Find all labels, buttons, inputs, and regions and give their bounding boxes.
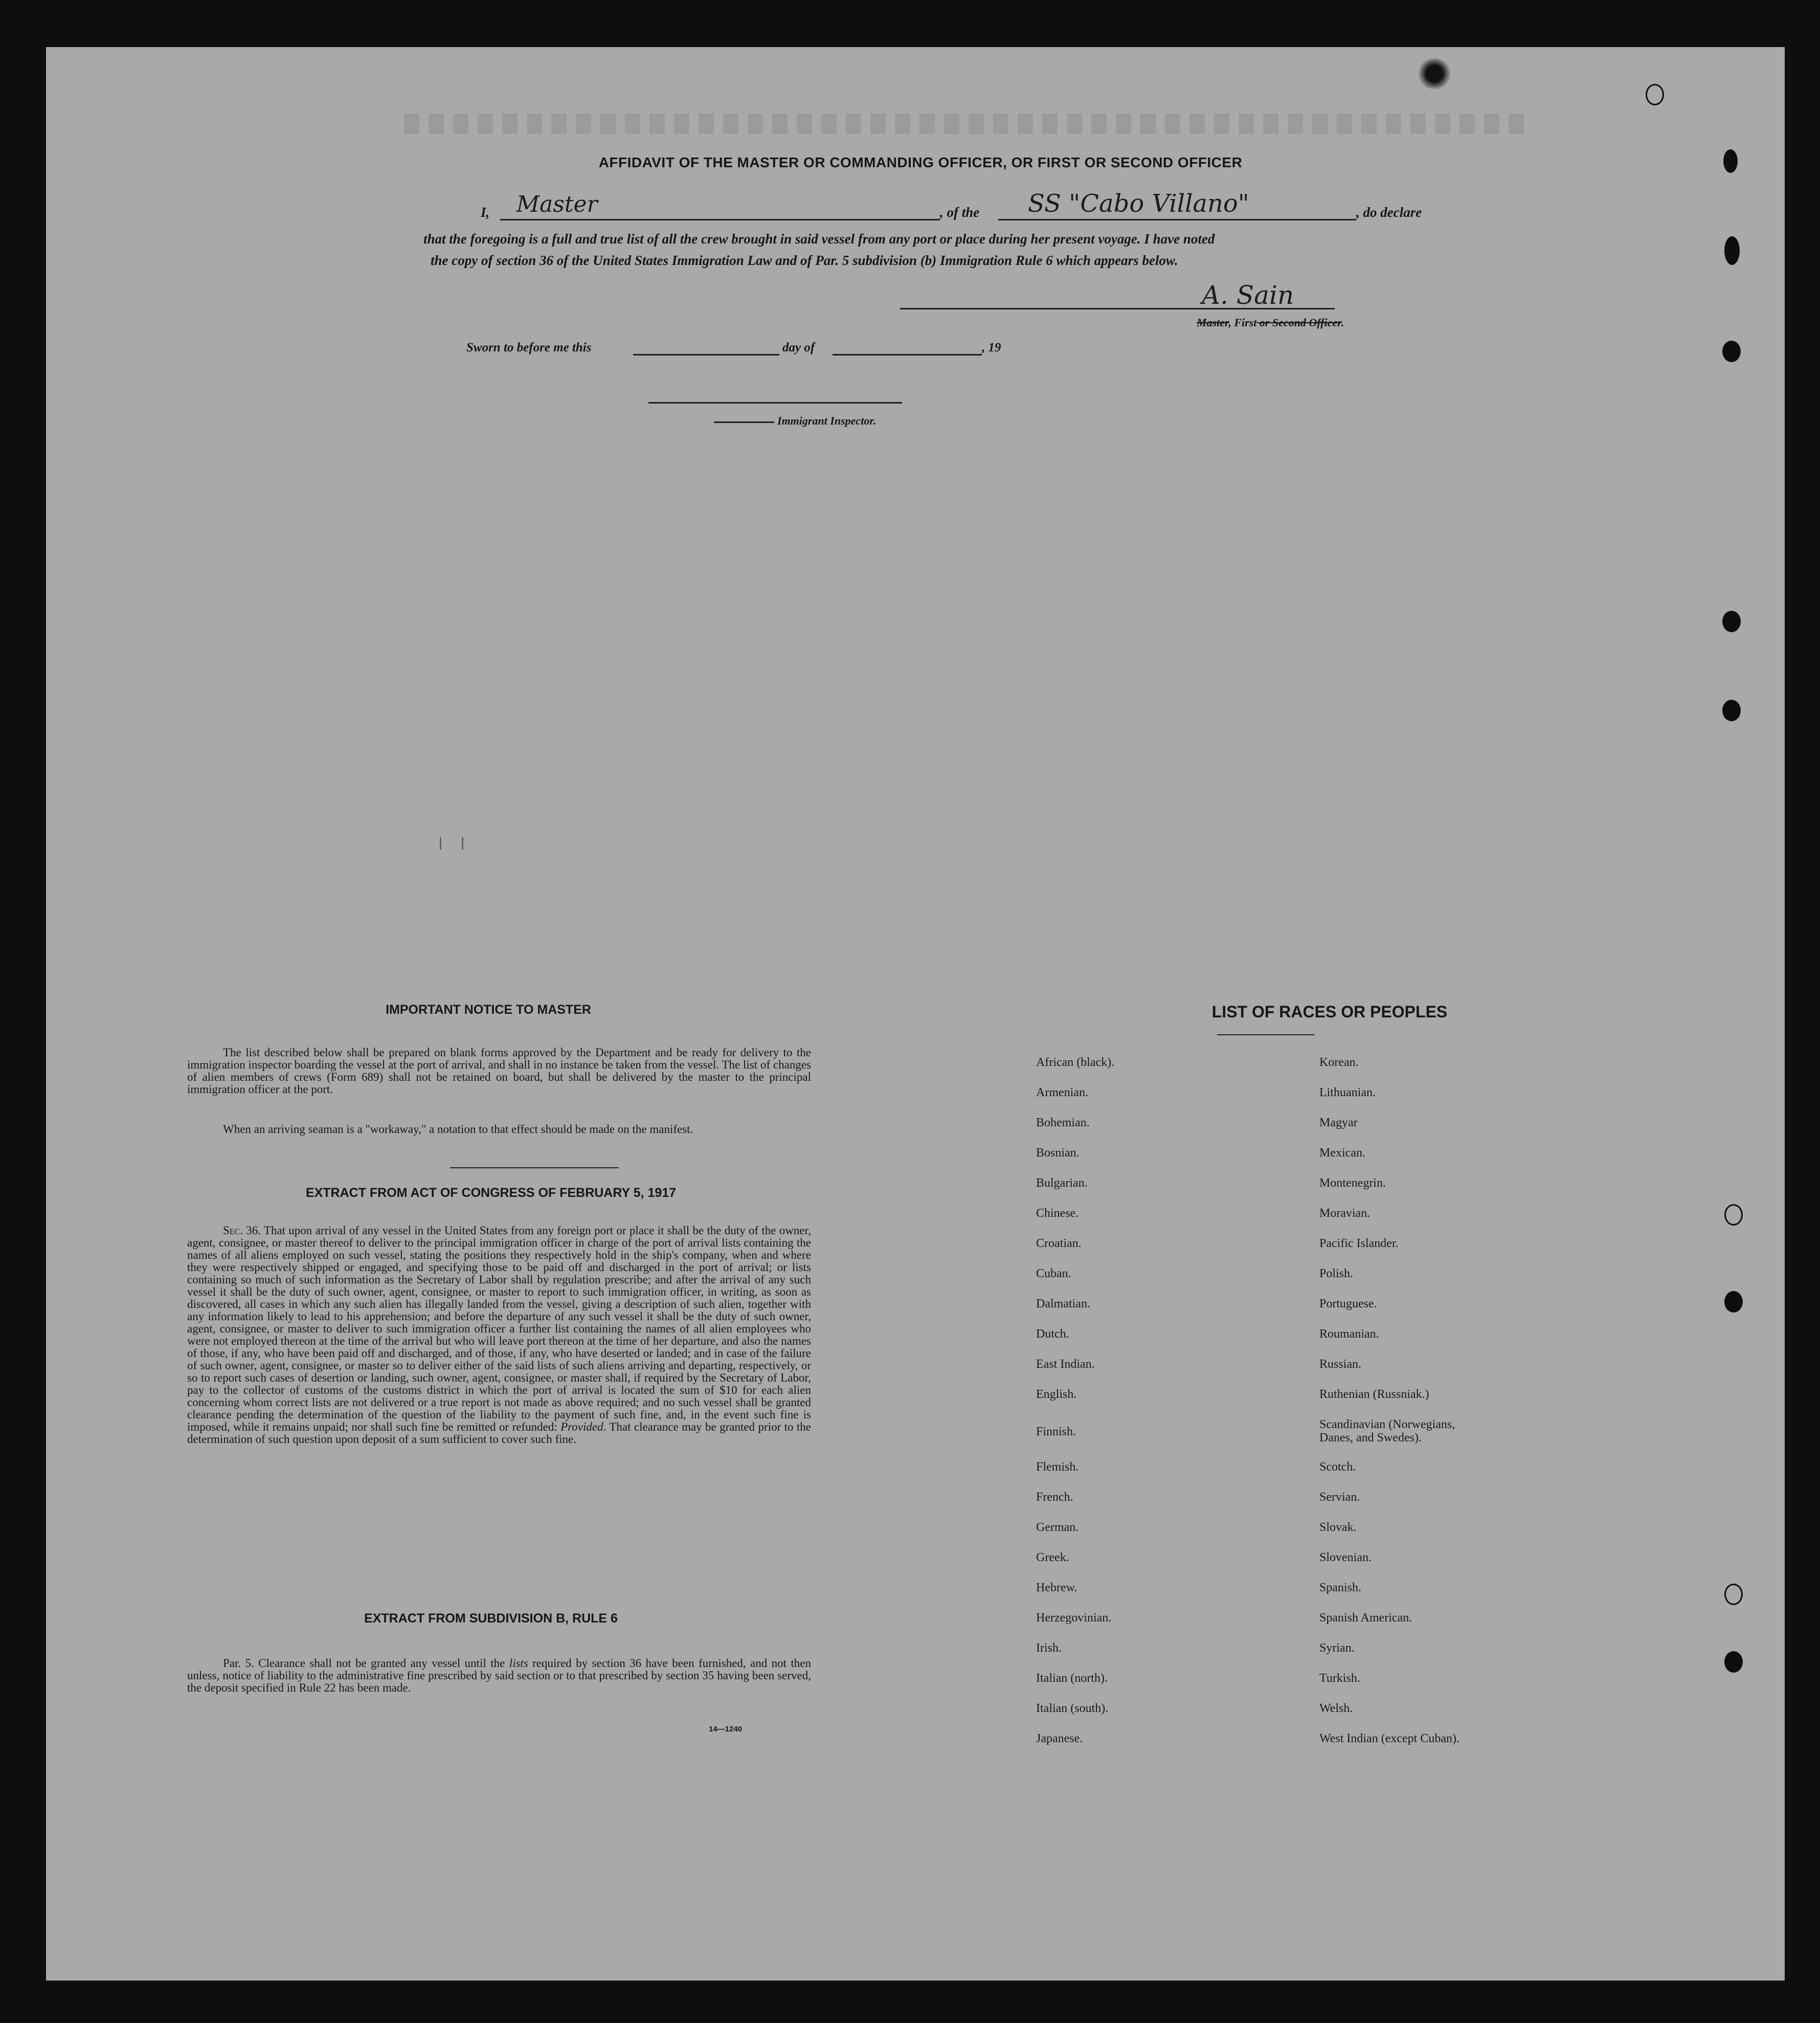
form-number: 14—1240 xyxy=(709,1725,743,1733)
inspector-line xyxy=(648,402,902,404)
master-name-line xyxy=(500,219,940,220)
affidavit-line1-prefix: I, xyxy=(481,205,490,220)
race-item: Finnish. xyxy=(1036,1425,1076,1438)
extract1-heading: EXTRACT FROM ACT OF CONGRESS OF FEBRUARY 5, 1917 xyxy=(305,1186,677,1200)
handwritten-master: Master xyxy=(516,191,598,217)
extract1-body: 36. That upon arrival of any vessel in the United States from any foreign port or place it shall be the duty of the owner, agent, consignee, or master thereof to deliver to the principal immigration officer in charge of the port of arrival lists containing the names of all aliens employed on such vessel, stating the positions they respectively hold in the ship's company, when and where they were respectively shipped or engaged, and specifying those to be paid off and discharged in the port of arrival; or lists containing so much of such information as the Secretary of Labor shall by regulation prescribe; and after the arrival of any such vessel it shall be the duty of such owner, agent, consignee, or master to report to such immigration officer, in writing, as soon as discovered, all cases in which any such alien has illegally landed from the vessel, giving a description of such alien, together with any information likely to lead to his apprehension; and before the departure of any such vessel it shall be the duty of such owner, agent, consignee, or master to deliver to such immigration officer a further list containing the names of all alien employees who were not employed thereon at the time of the arrival but who will leave port thereon at the time of her departure, and also the names of those, if any, who have been paid off and discharged, and of those, if any, who have deserted or landed; and in case of the failure of such owner, agent, consignee, or master so to deliver either of the said lists of such aliens arriving and departing, respectively, or so to report such cases of desertion or landing, such owner, agent, consignee, or master shall, if required by the Secretary of Labor, pay to the collector of customs of the customs district in which the port of arrival is located the sum of $10 for each alien concerning whom correct lists are not delivered or a true report is not made as above required; and no such vessel shall be granted clearance pending the determination of the question of the liability to the payment of such fine, and, in the event such fine is imposed, while it remains unpaid; nor shall such fine be remitted or refunded: xyxy=(187,1224,812,1433)
race-item: French. xyxy=(1036,1491,1073,1504)
race-item: Bosnian. xyxy=(1036,1146,1080,1160)
race-item: Greek. xyxy=(1036,1551,1069,1564)
race-item: West Indian (except Cuban). xyxy=(1319,1732,1459,1745)
signature-caption-first: , First xyxy=(1228,316,1257,329)
race-item: Welsh. xyxy=(1319,1702,1353,1715)
race-item: Armenian. xyxy=(1036,1086,1088,1099)
race-item: Slovenian. xyxy=(1319,1551,1372,1564)
inspector-caption: Immigrant Inspector. xyxy=(777,414,877,427)
race-item: Syrian. xyxy=(1319,1641,1355,1655)
race-item: Roumanian. xyxy=(1319,1327,1379,1341)
races-divider xyxy=(1217,1034,1314,1035)
race-item: Scotch. xyxy=(1319,1460,1356,1474)
notice-paragraph-1: The list described below shall be prepared on blank forms approved by the Department and be ready for delivery to the immigration inspector boarding the vessel at the port of arrival, and shall in no instance be taken from the vessel. The list of changes of alien members of crews (Form 689) shall not be retained on board, but shall be delivered by the master to the principal immigration officer at the port. xyxy=(187,1046,811,1096)
extract2-pre: Par. 5. Clearance shall not be granted any vessel until the xyxy=(223,1657,505,1670)
race-item: Italian (south). xyxy=(1036,1702,1109,1715)
race-item: Ruthenian (Russniak.) xyxy=(1319,1388,1429,1401)
race-item: Servian. xyxy=(1319,1491,1360,1504)
race-item: Magyar xyxy=(1319,1116,1358,1129)
binder-hole xyxy=(1724,1291,1743,1313)
extract2-heading: EXTRACT FROM SUBDIVISION B, RULE 6 xyxy=(364,1611,618,1626)
binder-hole xyxy=(1724,1651,1743,1673)
affidavit-of-the: , of the xyxy=(940,205,980,220)
race-item: Chinese. xyxy=(1036,1207,1079,1220)
extract2-lists: lists xyxy=(509,1657,528,1670)
race-item: Moravian. xyxy=(1319,1207,1370,1220)
races-heading: LIST OF RACES OR PEOPLES xyxy=(1211,1003,1448,1021)
binder-hole xyxy=(1722,611,1741,632)
binder-hole xyxy=(1724,1584,1743,1605)
sworn-day-line xyxy=(633,354,779,355)
race-item: Herzegovinian. xyxy=(1036,1611,1112,1625)
handwritten-vessel: SS "Cabo Villano" xyxy=(1028,189,1249,218)
race-item: Spanish American. xyxy=(1319,1611,1412,1625)
ink-blot xyxy=(1417,58,1452,89)
binder-hole xyxy=(1722,341,1741,362)
binder-hole xyxy=(1724,236,1740,265)
race-item: Flemish. xyxy=(1036,1460,1079,1474)
race-item: Montenegrin. xyxy=(1319,1176,1386,1190)
race-item: African (black). xyxy=(1036,1056,1115,1069)
race-item: English. xyxy=(1036,1388,1077,1401)
race-item: Mexican. xyxy=(1319,1146,1365,1160)
sworn-month-line xyxy=(833,354,982,355)
extract1-provided: Provided xyxy=(560,1420,603,1433)
extract2-text xyxy=(187,1657,811,1694)
race-item: Lithuanian. xyxy=(1319,1086,1376,1099)
signature-caption xyxy=(1197,316,1344,329)
handwritten-signature: A. Sain xyxy=(1202,280,1294,310)
signature-caption-second: or Second Officer xyxy=(1256,316,1341,329)
affidavit-do-declare: , do declare xyxy=(1356,205,1422,220)
extract1-tail: . That clearance may be granted prior to the determination of such question upon deposit of a sum sufficient to cover such fine. xyxy=(187,1420,812,1446)
extract2-post: required by section 36 have been furnished, and not then unless, notice of liability to the administrative fine prescribed by said section or to that prescribed by section 35 having been served, the deposit specified in Rule 22 has been made. xyxy=(187,1657,812,1694)
stray-mark xyxy=(440,837,463,850)
extract1-text xyxy=(187,1225,811,1446)
race-item: Spanish. xyxy=(1319,1581,1362,1594)
signature-caption-end: . xyxy=(1341,316,1344,329)
notice-paragraph-2: When an arriving seaman is a "workaway," a notation to that effect should be made on the manifest. xyxy=(223,1123,693,1136)
race-item: Danes, and Swedes). xyxy=(1319,1431,1422,1444)
bleed-through-header xyxy=(404,114,1529,134)
race-item: Italian (north). xyxy=(1036,1672,1108,1685)
affidavit-line2: that the foregoing is a full and true list of all the crew brought in said vessel from any port or place during her present voyage. I have noted xyxy=(423,231,1215,247)
race-item: Bohemian. xyxy=(1036,1116,1090,1129)
binder-hole xyxy=(1646,84,1664,105)
race-item: Japanese. xyxy=(1036,1732,1083,1745)
race-item: Croatian. xyxy=(1036,1237,1082,1250)
race-item: Cuban. xyxy=(1036,1267,1071,1280)
vessel-name-line xyxy=(998,219,1356,220)
race-item: Korean. xyxy=(1319,1056,1359,1069)
race-item: Portuguese. xyxy=(1319,1297,1377,1310)
sworn-day-of: day of xyxy=(782,341,815,354)
extract1-sec: Sec. xyxy=(223,1224,243,1237)
inspector-short-line xyxy=(714,421,774,423)
sworn-prefix: Sworn to before me this xyxy=(466,341,592,354)
race-item: Polish. xyxy=(1319,1267,1354,1280)
race-item: Russian. xyxy=(1319,1358,1362,1371)
race-item: German. xyxy=(1036,1521,1079,1534)
race-item: Irish. xyxy=(1036,1641,1062,1655)
binder-hole xyxy=(1724,1204,1743,1226)
document-page xyxy=(46,47,1785,1981)
affidavit-line3: the copy of section 36 of the United States Immigration Law and of Par. 5 subdivision (b) Immigration Rule 6 which appears below. xyxy=(431,253,1178,268)
race-item: Bulgarian. xyxy=(1036,1176,1088,1190)
race-item: Dalmatian. xyxy=(1036,1297,1090,1310)
race-item: Scandinavian (Norwegians, xyxy=(1319,1418,1455,1431)
race-item: Pacific Islander. xyxy=(1319,1237,1399,1250)
race-item: East Indian. xyxy=(1036,1358,1095,1371)
race-item: Hebrew. xyxy=(1036,1581,1077,1594)
race-item: Slovak. xyxy=(1319,1521,1357,1534)
binder-hole xyxy=(1722,700,1741,721)
notice-heading: IMPORTANT NOTICE TO MASTER xyxy=(386,1003,591,1017)
binder-hole xyxy=(1723,149,1738,173)
signature-caption-master: Master xyxy=(1197,316,1229,329)
affidavit-title: AFFIDAVIT OF THE MASTER OR COMMANDING OFFICER, OR FIRST OR SECOND OFFICER xyxy=(598,154,1243,170)
race-item: Dutch. xyxy=(1036,1327,1069,1341)
sworn-year: , 19 xyxy=(982,341,1001,354)
race-item: Turkish. xyxy=(1319,1672,1360,1685)
notice-divider xyxy=(450,1167,619,1168)
